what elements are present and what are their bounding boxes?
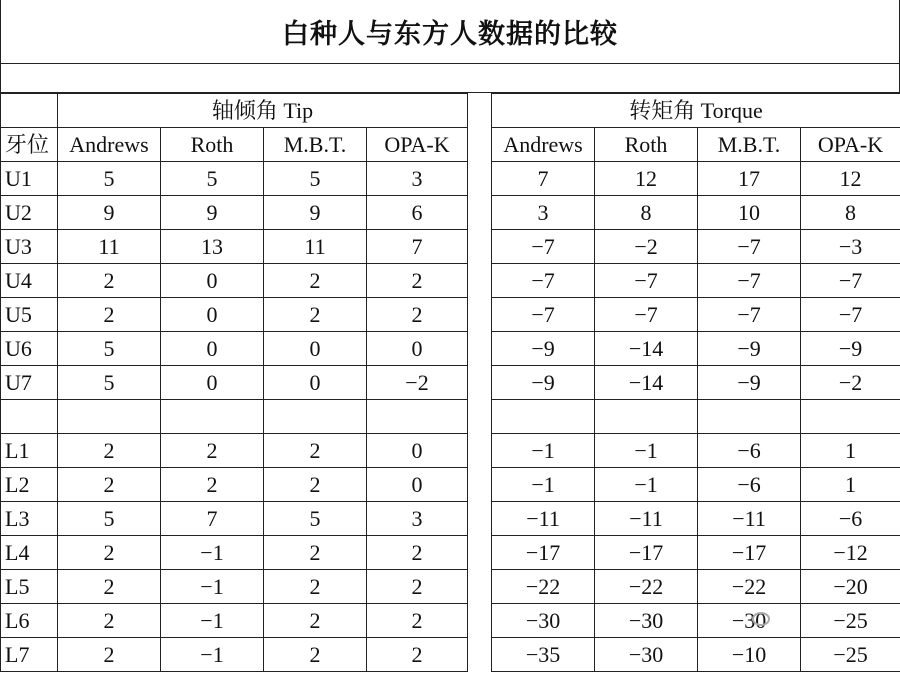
tip-value-cell: 11 — [58, 230, 161, 264]
torque-value-cell: −1 — [492, 434, 595, 468]
torque-value-cell: −9 — [698, 332, 801, 366]
tip-value-cell: 2 — [264, 536, 367, 570]
tip-value-cell: 2 — [264, 570, 367, 604]
torque-value-cell: −10 — [698, 638, 801, 672]
tooth-label: L3 — [1, 502, 58, 536]
tip-value-cell: 2 — [367, 604, 468, 638]
torque-value-cell: −1 — [595, 468, 698, 502]
tip-value-cell: 2 — [58, 536, 161, 570]
column-header-row — [1, 128, 900, 162]
data-table — [0, 93, 900, 672]
tooth-label: L4 — [1, 536, 58, 570]
tip-value-cell: 0 — [161, 264, 264, 298]
tip-value-cell: 2 — [264, 434, 367, 468]
torque-value-cell: 12 — [595, 162, 698, 196]
title-row — [0, 0, 900, 64]
gap-cell — [468, 264, 492, 298]
watermark — [752, 612, 770, 626]
gap-cell — [468, 400, 492, 434]
table-row — [1, 366, 900, 400]
torque-value-cell: 8 — [595, 196, 698, 230]
tip-value-cell: 2 — [58, 264, 161, 298]
tooth-label: L1 — [1, 434, 58, 468]
tip-value-cell: 11 — [264, 230, 367, 264]
wechat-icon — [752, 612, 770, 626]
table-row — [1, 230, 900, 264]
table-row — [1, 570, 900, 604]
gap-cell — [468, 298, 492, 332]
table-row — [1, 502, 900, 536]
torque-value-cell: −9 — [492, 332, 595, 366]
empty-cell — [161, 400, 264, 434]
tooth-label: L6 — [1, 604, 58, 638]
tip-value-cell: −1 — [161, 570, 264, 604]
empty-cell — [801, 400, 900, 434]
tip-value-cell: −1 — [161, 638, 264, 672]
gap-cell — [468, 434, 492, 468]
torque-value-cell: −14 — [595, 366, 698, 400]
tip-value-cell: 5 — [161, 162, 264, 196]
tip-value-cell: 9 — [161, 196, 264, 230]
table-row — [1, 162, 900, 196]
torque-value-cell: −7 — [595, 298, 698, 332]
tip-value-cell: 7 — [367, 230, 468, 264]
tip-roth-header: Roth — [161, 128, 264, 162]
tip-value-cell: 5 — [58, 332, 161, 366]
gap-cell — [468, 536, 492, 570]
tooth-label: L7 — [1, 638, 58, 672]
torque-value-cell: −7 — [595, 264, 698, 298]
empty-cell — [1, 400, 58, 434]
torque-value-cell: −17 — [595, 536, 698, 570]
tooth-label: U3 — [1, 230, 58, 264]
tooth-label: U2 — [1, 196, 58, 230]
torque-value-cell: −7 — [801, 298, 900, 332]
gap-cell — [468, 366, 492, 400]
torque-value-cell: 17 — [698, 162, 801, 196]
tip-value-cell: 2 — [264, 638, 367, 672]
torque-value-cell: −30 — [595, 638, 698, 672]
tip-mbt-header: M.B.T. — [264, 128, 367, 162]
torque-opak-header: OPA-K — [801, 128, 900, 162]
tip-value-cell: 2 — [58, 434, 161, 468]
torque-value-cell: 10 — [698, 196, 801, 230]
tooth-label: U6 — [1, 332, 58, 366]
torque-value-cell: −7 — [698, 230, 801, 264]
torque-value-cell: −1 — [595, 434, 698, 468]
torque-value-cell: −11 — [698, 502, 801, 536]
tip-value-cell: 0 — [264, 332, 367, 366]
torque-value-cell: −17 — [492, 536, 595, 570]
tip-value-cell: 5 — [264, 162, 367, 196]
empty-cell — [595, 400, 698, 434]
tooth-column-header: 牙位 — [1, 128, 58, 162]
torque-value-cell: −7 — [492, 298, 595, 332]
torque-value-cell: −9 — [492, 366, 595, 400]
torque-value-cell: −7 — [801, 264, 900, 298]
table-row — [1, 332, 900, 366]
tip-value-cell: 2 — [58, 604, 161, 638]
tip-group-header: 轴倾角 Tip — [58, 94, 468, 128]
empty-cell — [367, 400, 468, 434]
torque-value-cell: −20 — [801, 570, 900, 604]
tip-value-cell: 2 — [161, 468, 264, 502]
torque-value-cell: −30 — [698, 604, 801, 638]
tip-value-cell: 2 — [367, 570, 468, 604]
torque-value-cell: −11 — [595, 502, 698, 536]
tip-value-cell: 9 — [264, 196, 367, 230]
tooth-label: U5 — [1, 298, 58, 332]
tip-value-cell: 0 — [367, 468, 468, 502]
torque-value-cell: −9 — [801, 332, 900, 366]
torque-value-cell: −22 — [698, 570, 801, 604]
torque-value-cell: −6 — [698, 468, 801, 502]
torque-value-cell: 12 — [801, 162, 900, 196]
table-row — [1, 434, 900, 468]
tip-value-cell: 2 — [367, 264, 468, 298]
header-blank-cell — [1, 94, 58, 128]
torque-value-cell: −6 — [801, 502, 900, 536]
tooth-label: U7 — [1, 366, 58, 400]
tooth-label: L5 — [1, 570, 58, 604]
torque-value-cell: −25 — [801, 604, 900, 638]
torque-andrews-header: Andrews — [492, 128, 595, 162]
tip-value-cell: 0 — [367, 332, 468, 366]
gap-cell — [468, 162, 492, 196]
torque-value-cell: −7 — [698, 264, 801, 298]
torque-value-cell: −2 — [801, 366, 900, 400]
torque-value-cell: −9 — [698, 366, 801, 400]
tip-value-cell: 2 — [367, 536, 468, 570]
tip-value-cell: 9 — [58, 196, 161, 230]
tip-value-cell: 0 — [161, 366, 264, 400]
blank-row — [0, 64, 900, 93]
torque-value-cell: 1 — [801, 468, 900, 502]
tooth-label: U4 — [1, 264, 58, 298]
tip-value-cell: 2 — [264, 468, 367, 502]
tooth-label: L2 — [1, 468, 58, 502]
tip-andrews-header: Andrews — [58, 128, 161, 162]
tip-value-cell: −1 — [161, 604, 264, 638]
gap-cell — [468, 332, 492, 366]
tip-value-cell: 2 — [58, 638, 161, 672]
tip-value-cell: 5 — [58, 502, 161, 536]
gap-cell — [468, 502, 492, 536]
tip-value-cell: 5 — [58, 366, 161, 400]
torque-value-cell: −1 — [492, 468, 595, 502]
torque-roth-header: Roth — [595, 128, 698, 162]
torque-value-cell: −7 — [698, 298, 801, 332]
empty-cell — [698, 400, 801, 434]
table-row — [1, 298, 900, 332]
gap-cell — [468, 604, 492, 638]
tip-value-cell: 2 — [264, 264, 367, 298]
tip-value-cell: 2 — [264, 604, 367, 638]
spacer-row — [1, 400, 900, 434]
torque-value-cell: −22 — [595, 570, 698, 604]
tip-value-cell: 2 — [264, 298, 367, 332]
torque-group-header: 转矩角 Torque — [492, 94, 900, 128]
table-row — [1, 638, 900, 672]
tip-value-cell: 6 — [367, 196, 468, 230]
torque-value-cell: −3 — [801, 230, 900, 264]
torque-value-cell: −2 — [595, 230, 698, 264]
torque-value-cell: −6 — [698, 434, 801, 468]
tip-value-cell: 0 — [161, 332, 264, 366]
torque-value-cell: −12 — [801, 536, 900, 570]
tip-value-cell: 2 — [58, 298, 161, 332]
empty-cell — [58, 400, 161, 434]
empty-cell — [264, 400, 367, 434]
torque-value-cell: −7 — [492, 230, 595, 264]
torque-value-cell: −30 — [595, 604, 698, 638]
torque-value-cell: 1 — [801, 434, 900, 468]
torque-value-cell: −25 — [801, 638, 900, 672]
tip-value-cell: 5 — [58, 162, 161, 196]
tip-value-cell: 13 — [161, 230, 264, 264]
tip-value-cell: 0 — [367, 434, 468, 468]
gap-cell — [468, 196, 492, 230]
tip-value-cell: 2 — [58, 570, 161, 604]
tip-value-cell: 5 — [264, 502, 367, 536]
tip-value-cell: 0 — [264, 366, 367, 400]
gap-cell — [468, 128, 492, 162]
torque-mbt-header: M.B.T. — [698, 128, 801, 162]
tip-value-cell: −2 — [367, 366, 468, 400]
torque-value-cell: −35 — [492, 638, 595, 672]
table-body — [1, 94, 900, 672]
torque-value-cell: −17 — [698, 536, 801, 570]
group-header-row — [1, 94, 900, 128]
tip-value-cell: 2 — [367, 298, 468, 332]
sheet-title: 白种人与东方人数据的比较 — [282, 19, 618, 50]
table-row — [1, 468, 900, 502]
torque-value-cell: −22 — [492, 570, 595, 604]
tip-value-cell: 2 — [58, 468, 161, 502]
torque-value-cell: 8 — [801, 196, 900, 230]
table-row — [1, 196, 900, 230]
empty-cell — [492, 400, 595, 434]
tip-value-cell: −1 — [161, 536, 264, 570]
tooth-label: U1 — [1, 162, 58, 196]
gap-cell — [468, 230, 492, 264]
tip-value-cell: 0 — [161, 298, 264, 332]
tip-value-cell: 7 — [161, 502, 264, 536]
torque-value-cell: 3 — [492, 196, 595, 230]
tip-opak-header: OPA-K — [367, 128, 468, 162]
table-row — [1, 264, 900, 298]
gap-cell — [468, 570, 492, 604]
gap-cell — [468, 468, 492, 502]
gap-cell — [468, 638, 492, 672]
table-row — [1, 536, 900, 570]
gap-cell — [468, 94, 492, 128]
torque-value-cell: 7 — [492, 162, 595, 196]
torque-value-cell: −11 — [492, 502, 595, 536]
tip-value-cell: 2 — [161, 434, 264, 468]
torque-value-cell: −7 — [492, 264, 595, 298]
torque-value-cell: −14 — [595, 332, 698, 366]
tip-value-cell: 3 — [367, 502, 468, 536]
torque-value-cell: −30 — [492, 604, 595, 638]
tip-value-cell: 2 — [367, 638, 468, 672]
tip-value-cell: 3 — [367, 162, 468, 196]
